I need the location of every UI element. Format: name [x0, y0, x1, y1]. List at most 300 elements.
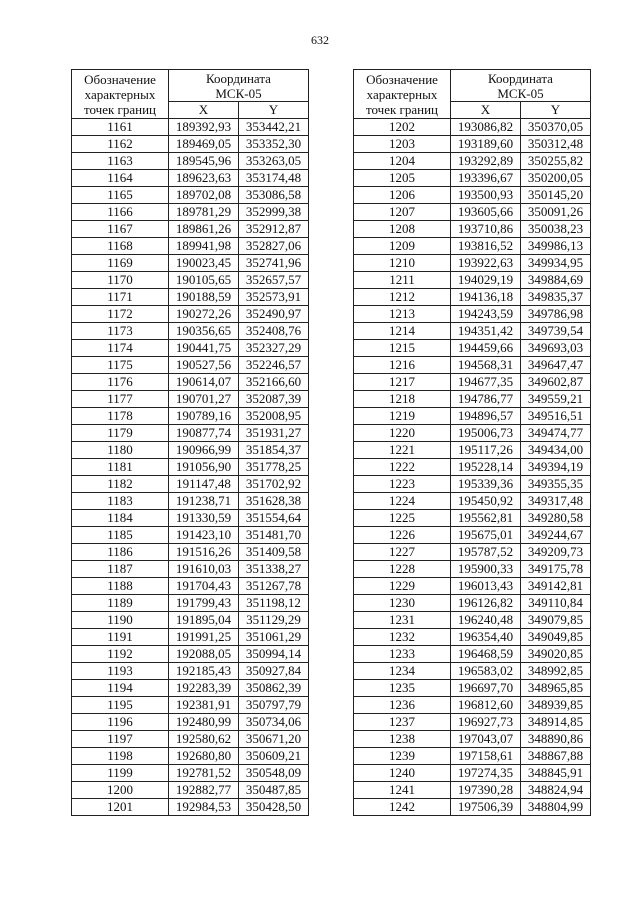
x-coordinate-cell: 194351,42 — [451, 323, 521, 340]
x-coordinate-cell: 193292,89 — [451, 153, 521, 170]
point-number-cell: 1191 — [72, 629, 169, 646]
y-coordinate-cell: 349079,85 — [521, 612, 591, 629]
table-row — [354, 289, 591, 306]
y-coordinate-cell: 349986,13 — [521, 238, 591, 255]
x-coordinate-cell: 193396,67 — [451, 170, 521, 187]
y-coordinate-cell: 348890,86 — [521, 731, 591, 748]
y-coordinate-cell: 352573,91 — [239, 289, 309, 306]
header-name-line3: точек границ — [83, 101, 157, 117]
x-coordinate-cell: 192480,99 — [169, 714, 239, 731]
table-row — [354, 255, 591, 272]
x-coordinate-cell: 195675,01 — [451, 527, 521, 544]
table-row — [72, 153, 309, 170]
y-coordinate-cell: 351628,38 — [239, 493, 309, 510]
x-coordinate-cell: 192984,53 — [169, 799, 239, 816]
point-number-cell: 1177 — [72, 391, 169, 408]
y-coordinate-cell: 348965,85 — [521, 680, 591, 697]
y-coordinate-cell: 349516,51 — [521, 408, 591, 425]
header-y: Y — [239, 102, 309, 119]
point-number-cell: 1197 — [72, 731, 169, 748]
point-number-cell: 1213 — [354, 306, 451, 323]
point-number-cell: 1175 — [72, 357, 169, 374]
table-row — [72, 238, 309, 255]
y-coordinate-cell: 348867,88 — [521, 748, 591, 765]
x-coordinate-cell: 190272,26 — [169, 306, 239, 323]
table-row — [72, 187, 309, 204]
table-row — [354, 459, 591, 476]
y-coordinate-cell: 352008,95 — [239, 408, 309, 425]
y-coordinate-cell: 349835,37 — [521, 289, 591, 306]
y-coordinate-cell: 352999,38 — [239, 204, 309, 221]
table-row — [72, 136, 309, 153]
x-coordinate-cell: 190356,65 — [169, 323, 239, 340]
y-coordinate-cell: 350145,20 — [521, 187, 591, 204]
x-coordinate-cell: 193500,93 — [451, 187, 521, 204]
y-coordinate-cell: 352408,76 — [239, 323, 309, 340]
table-row — [72, 306, 309, 323]
x-coordinate-cell: 196927,73 — [451, 714, 521, 731]
x-coordinate-cell: 189392,93 — [169, 119, 239, 136]
x-coordinate-cell: 190966,99 — [169, 442, 239, 459]
point-number-cell: 1218 — [354, 391, 451, 408]
x-coordinate-cell: 195900,33 — [451, 561, 521, 578]
table-row — [72, 714, 309, 731]
point-number-cell: 1170 — [72, 272, 169, 289]
header-coord-line2: МСК-05 — [497, 85, 544, 101]
point-number-cell: 1241 — [354, 782, 451, 799]
table-row — [354, 544, 591, 561]
table-row — [354, 493, 591, 510]
y-coordinate-cell: 350487,85 — [239, 782, 309, 799]
x-coordinate-cell: 197043,07 — [451, 731, 521, 748]
table-row — [72, 289, 309, 306]
y-coordinate-cell: 350548,09 — [239, 765, 309, 782]
table-row — [72, 204, 309, 221]
table-row — [354, 595, 591, 612]
y-coordinate-cell: 351198,12 — [239, 595, 309, 612]
y-coordinate-cell: 349244,67 — [521, 527, 591, 544]
y-coordinate-cell: 350370,05 — [521, 119, 591, 136]
point-number-cell: 1206 — [354, 187, 451, 204]
y-coordinate-cell: 350609,21 — [239, 748, 309, 765]
point-number-cell: 1165 — [72, 187, 169, 204]
x-coordinate-cell: 191895,04 — [169, 612, 239, 629]
table-row — [72, 578, 309, 595]
x-coordinate-cell: 194677,35 — [451, 374, 521, 391]
header-name-line1: Обозначение — [84, 71, 156, 87]
header-coordinate — [451, 70, 591, 102]
table-row — [354, 748, 591, 765]
point-number-cell: 1230 — [354, 595, 451, 612]
header-point-designation — [72, 70, 169, 119]
point-number-cell: 1161 — [72, 119, 169, 136]
table-row — [72, 493, 309, 510]
x-coordinate-cell: 192781,52 — [169, 765, 239, 782]
point-number-cell: 1240 — [354, 765, 451, 782]
table-row — [72, 170, 309, 187]
x-coordinate-cell: 190527,56 — [169, 357, 239, 374]
y-coordinate-cell: 350200,05 — [521, 170, 591, 187]
y-coordinate-cell: 351554,64 — [239, 510, 309, 527]
point-number-cell: 1212 — [354, 289, 451, 306]
x-coordinate-cell: 197274,35 — [451, 765, 521, 782]
point-number-cell: 1222 — [354, 459, 451, 476]
x-coordinate-cell: 196240,48 — [451, 612, 521, 629]
table-row — [354, 204, 591, 221]
point-number-cell: 1239 — [354, 748, 451, 765]
x-coordinate-cell: 191704,43 — [169, 578, 239, 595]
table-row — [72, 646, 309, 663]
point-number-cell: 1186 — [72, 544, 169, 561]
point-number-cell: 1210 — [354, 255, 451, 272]
y-coordinate-cell: 351931,27 — [239, 425, 309, 442]
y-coordinate-cell: 352741,96 — [239, 255, 309, 272]
table-row — [72, 272, 309, 289]
point-number-cell: 1162 — [72, 136, 169, 153]
table-row — [354, 153, 591, 170]
header-name-line1: Обозначение — [366, 71, 438, 87]
y-coordinate-cell: 349934,95 — [521, 255, 591, 272]
y-coordinate-cell: 353352,30 — [239, 136, 309, 153]
table-row — [354, 680, 591, 697]
x-coordinate-cell: 193189,60 — [451, 136, 521, 153]
x-coordinate-cell: 195228,14 — [451, 459, 521, 476]
x-coordinate-cell: 197506,39 — [451, 799, 521, 816]
y-coordinate-cell: 349175,78 — [521, 561, 591, 578]
header-name-line3: точек границ — [365, 101, 439, 117]
x-coordinate-cell: 195450,92 — [451, 493, 521, 510]
point-number-cell: 1209 — [354, 238, 451, 255]
table-row — [72, 799, 309, 816]
table-row — [354, 612, 591, 629]
x-coordinate-cell: 190188,59 — [169, 289, 239, 306]
table-row — [354, 663, 591, 680]
point-number-cell: 1183 — [72, 493, 169, 510]
y-coordinate-cell: 348939,85 — [521, 697, 591, 714]
x-coordinate-cell: 193816,52 — [451, 238, 521, 255]
point-number-cell: 1166 — [72, 204, 169, 221]
point-number-cell: 1201 — [72, 799, 169, 816]
point-number-cell: 1237 — [354, 714, 451, 731]
y-coordinate-cell: 349110,84 — [521, 595, 591, 612]
x-coordinate-cell: 193922,63 — [451, 255, 521, 272]
y-coordinate-cell: 350312,48 — [521, 136, 591, 153]
x-coordinate-cell: 191799,43 — [169, 595, 239, 612]
x-coordinate-cell: 197390,28 — [451, 782, 521, 799]
y-coordinate-cell: 353174,48 — [239, 170, 309, 187]
y-coordinate-cell: 352827,06 — [239, 238, 309, 255]
table-row — [354, 578, 591, 595]
table-row — [72, 119, 309, 136]
y-coordinate-cell: 349020,85 — [521, 646, 591, 663]
point-number-cell: 1168 — [72, 238, 169, 255]
table-row — [354, 442, 591, 459]
table-row — [354, 714, 591, 731]
y-coordinate-cell: 350255,82 — [521, 153, 591, 170]
x-coordinate-cell: 194568,31 — [451, 357, 521, 374]
y-coordinate-cell: 348824,94 — [521, 782, 591, 799]
point-number-cell: 1193 — [72, 663, 169, 680]
y-coordinate-cell: 349884,69 — [521, 272, 591, 289]
y-coordinate-cell: 352087,39 — [239, 391, 309, 408]
x-coordinate-cell: 191056,90 — [169, 459, 239, 476]
header-point-designation — [354, 70, 451, 119]
x-coordinate-cell: 189469,05 — [169, 136, 239, 153]
y-coordinate-cell: 349786,98 — [521, 306, 591, 323]
y-coordinate-cell: 351129,29 — [239, 612, 309, 629]
table-row — [354, 323, 591, 340]
header-name-line2: характерных — [366, 86, 438, 102]
x-coordinate-cell: 189545,96 — [169, 153, 239, 170]
point-number-cell: 1200 — [72, 782, 169, 799]
y-coordinate-cell: 352490,97 — [239, 306, 309, 323]
point-number-cell: 1220 — [354, 425, 451, 442]
point-number-cell: 1171 — [72, 289, 169, 306]
x-coordinate-cell: 190701,27 — [169, 391, 239, 408]
y-coordinate-cell: 349142,81 — [521, 578, 591, 595]
table-row — [72, 425, 309, 442]
table-row — [72, 663, 309, 680]
point-number-cell: 1242 — [354, 799, 451, 816]
x-coordinate-cell: 196583,02 — [451, 663, 521, 680]
x-coordinate-cell: 194136,18 — [451, 289, 521, 306]
table-row — [72, 391, 309, 408]
table-row — [72, 748, 309, 765]
x-coordinate-cell: 197158,61 — [451, 748, 521, 765]
header-coord-line2: МСК-05 — [215, 85, 262, 101]
y-coordinate-cell: 350734,06 — [239, 714, 309, 731]
table-row — [72, 595, 309, 612]
point-number-cell: 1228 — [354, 561, 451, 578]
point-number-cell: 1219 — [354, 408, 451, 425]
y-coordinate-cell: 349647,47 — [521, 357, 591, 374]
y-coordinate-cell: 352912,87 — [239, 221, 309, 238]
y-coordinate-cell: 351409,58 — [239, 544, 309, 561]
table-row — [354, 527, 591, 544]
point-number-cell: 1178 — [72, 408, 169, 425]
point-number-cell: 1173 — [72, 323, 169, 340]
table-row — [354, 646, 591, 663]
table-row — [354, 510, 591, 527]
point-number-cell: 1215 — [354, 340, 451, 357]
point-number-cell: 1163 — [72, 153, 169, 170]
y-coordinate-cell: 352657,57 — [239, 272, 309, 289]
point-number-cell: 1226 — [354, 527, 451, 544]
y-coordinate-cell: 353086,58 — [239, 187, 309, 204]
x-coordinate-cell: 190023,45 — [169, 255, 239, 272]
x-coordinate-cell: 194243,59 — [451, 306, 521, 323]
y-coordinate-cell: 349280,58 — [521, 510, 591, 527]
x-coordinate-cell: 191330,59 — [169, 510, 239, 527]
x-coordinate-cell: 192580,62 — [169, 731, 239, 748]
y-coordinate-cell: 350927,84 — [239, 663, 309, 680]
table-row — [72, 442, 309, 459]
table-row — [72, 731, 309, 748]
x-coordinate-cell: 194786,77 — [451, 391, 521, 408]
x-coordinate-cell: 190105,65 — [169, 272, 239, 289]
point-number-cell: 1198 — [72, 748, 169, 765]
table-row — [72, 374, 309, 391]
point-number-cell: 1199 — [72, 765, 169, 782]
y-coordinate-cell: 349559,21 — [521, 391, 591, 408]
point-number-cell: 1180 — [72, 442, 169, 459]
point-number-cell: 1190 — [72, 612, 169, 629]
y-coordinate-cell: 350994,14 — [239, 646, 309, 663]
table-row — [72, 561, 309, 578]
table-row — [354, 136, 591, 153]
x-coordinate-cell: 194459,66 — [451, 340, 521, 357]
table-row — [72, 527, 309, 544]
table-row — [354, 782, 591, 799]
point-number-cell: 1238 — [354, 731, 451, 748]
point-number-cell: 1225 — [354, 510, 451, 527]
point-number-cell: 1207 — [354, 204, 451, 221]
table-row — [72, 697, 309, 714]
table-row — [72, 408, 309, 425]
point-number-cell: 1233 — [354, 646, 451, 663]
point-number-cell: 1232 — [354, 629, 451, 646]
y-coordinate-cell: 349602,87 — [521, 374, 591, 391]
point-number-cell: 1231 — [354, 612, 451, 629]
point-number-cell: 1217 — [354, 374, 451, 391]
y-coordinate-cell: 348914,85 — [521, 714, 591, 731]
table-row — [72, 765, 309, 782]
point-number-cell: 1214 — [354, 323, 451, 340]
x-coordinate-cell: 196013,43 — [451, 578, 521, 595]
table-row — [354, 425, 591, 442]
x-coordinate-cell: 190614,07 — [169, 374, 239, 391]
x-coordinate-cell: 195562,81 — [451, 510, 521, 527]
y-coordinate-cell: 349355,35 — [521, 476, 591, 493]
table-row — [72, 255, 309, 272]
y-coordinate-cell: 349693,03 — [521, 340, 591, 357]
table-row — [72, 357, 309, 374]
y-coordinate-cell: 351778,25 — [239, 459, 309, 476]
x-coordinate-cell: 192088,05 — [169, 646, 239, 663]
point-number-cell: 1187 — [72, 561, 169, 578]
y-coordinate-cell: 349474,77 — [521, 425, 591, 442]
point-number-cell: 1216 — [354, 357, 451, 374]
point-number-cell: 1234 — [354, 663, 451, 680]
table-row — [354, 731, 591, 748]
x-coordinate-cell: 192680,80 — [169, 748, 239, 765]
x-coordinate-cell: 194029,19 — [451, 272, 521, 289]
point-number-cell: 1196 — [72, 714, 169, 731]
x-coordinate-cell: 196354,40 — [451, 629, 521, 646]
x-coordinate-cell: 193605,66 — [451, 204, 521, 221]
x-coordinate-cell: 196468,59 — [451, 646, 521, 663]
table-row — [72, 629, 309, 646]
header-x: X — [451, 102, 521, 119]
y-coordinate-cell: 350862,39 — [239, 680, 309, 697]
coordinates-table-left — [71, 69, 309, 816]
point-number-cell: 1188 — [72, 578, 169, 595]
point-number-cell: 1229 — [354, 578, 451, 595]
table-body — [72, 119, 309, 816]
x-coordinate-cell: 192185,43 — [169, 663, 239, 680]
x-coordinate-cell: 196697,70 — [451, 680, 521, 697]
y-coordinate-cell: 348804,99 — [521, 799, 591, 816]
x-coordinate-cell: 193710,86 — [451, 221, 521, 238]
coordinates-table-right — [353, 69, 591, 816]
table-row — [72, 782, 309, 799]
point-number-cell: 1172 — [72, 306, 169, 323]
x-coordinate-cell: 191423,10 — [169, 527, 239, 544]
y-coordinate-cell: 349739,54 — [521, 323, 591, 340]
table-row — [72, 612, 309, 629]
x-coordinate-cell: 191610,03 — [169, 561, 239, 578]
point-number-cell: 1174 — [72, 340, 169, 357]
y-coordinate-cell: 353263,05 — [239, 153, 309, 170]
x-coordinate-cell: 190441,75 — [169, 340, 239, 357]
y-coordinate-cell: 348845,91 — [521, 765, 591, 782]
y-coordinate-cell: 351267,78 — [239, 578, 309, 595]
point-number-cell: 1185 — [72, 527, 169, 544]
point-number-cell: 1236 — [354, 697, 451, 714]
table-row — [354, 765, 591, 782]
table-row — [72, 340, 309, 357]
table-row — [72, 544, 309, 561]
header-y: Y — [521, 102, 591, 119]
page-number: 632 — [311, 33, 329, 47]
y-coordinate-cell: 351702,92 — [239, 476, 309, 493]
point-number-cell: 1221 — [354, 442, 451, 459]
y-coordinate-cell: 352327,29 — [239, 340, 309, 357]
y-coordinate-cell: 349209,73 — [521, 544, 591, 561]
table-row — [354, 221, 591, 238]
y-coordinate-cell: 350797,79 — [239, 697, 309, 714]
point-number-cell: 1203 — [354, 136, 451, 153]
point-number-cell: 1176 — [72, 374, 169, 391]
point-number-cell: 1194 — [72, 680, 169, 697]
table-row — [354, 799, 591, 816]
table-row — [354, 340, 591, 357]
point-number-cell: 1235 — [354, 680, 451, 697]
table-row — [72, 476, 309, 493]
y-coordinate-cell: 351854,37 — [239, 442, 309, 459]
point-number-cell: 1223 — [354, 476, 451, 493]
point-number-cell: 1182 — [72, 476, 169, 493]
header-coordinate — [169, 70, 309, 102]
x-coordinate-cell: 192381,91 — [169, 697, 239, 714]
y-coordinate-cell: 350038,23 — [521, 221, 591, 238]
point-number-cell: 1192 — [72, 646, 169, 663]
x-coordinate-cell: 193086,82 — [451, 119, 521, 136]
point-number-cell: 1211 — [354, 272, 451, 289]
table-row — [72, 680, 309, 697]
y-coordinate-cell: 351338,27 — [239, 561, 309, 578]
x-coordinate-cell: 190789,16 — [169, 408, 239, 425]
table-row — [354, 357, 591, 374]
point-number-cell: 1179 — [72, 425, 169, 442]
y-coordinate-cell: 353442,21 — [239, 119, 309, 136]
point-number-cell: 1184 — [72, 510, 169, 527]
x-coordinate-cell: 192283,39 — [169, 680, 239, 697]
x-coordinate-cell: 194896,57 — [451, 408, 521, 425]
table-row — [354, 408, 591, 425]
table-row — [72, 323, 309, 340]
y-coordinate-cell: 349434,00 — [521, 442, 591, 459]
point-number-cell: 1224 — [354, 493, 451, 510]
x-coordinate-cell: 191147,48 — [169, 476, 239, 493]
x-coordinate-cell: 196812,60 — [451, 697, 521, 714]
x-coordinate-cell: 191991,25 — [169, 629, 239, 646]
x-coordinate-cell: 189941,98 — [169, 238, 239, 255]
point-number-cell: 1208 — [354, 221, 451, 238]
y-coordinate-cell: 350091,26 — [521, 204, 591, 221]
y-coordinate-cell: 350428,50 — [239, 799, 309, 816]
table-body — [354, 119, 591, 816]
